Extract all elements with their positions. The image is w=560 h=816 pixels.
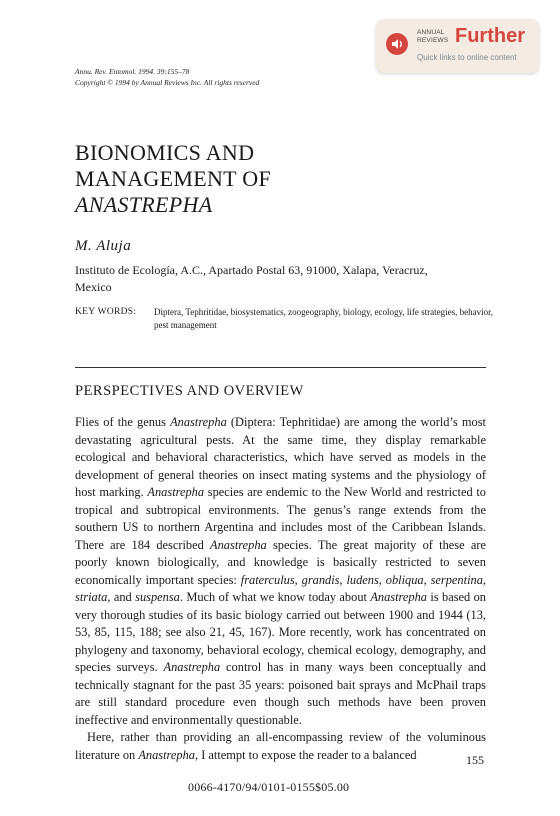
keywords-label: KEY WORDS: xyxy=(75,307,137,317)
further-label: Further xyxy=(455,25,525,47)
title-line-1: BIONOMICS AND xyxy=(75,140,255,165)
citation-copyright: Copyright © 1994 by Annual Reviews Inc. All rights reserved xyxy=(75,78,260,87)
citation xyxy=(75,66,259,88)
speaker-icon xyxy=(386,33,408,55)
section-divider xyxy=(75,367,486,368)
brand-line-2: REVIEWS xyxy=(417,36,449,44)
section-heading: PERSPECTIVES AND OVERVIEW xyxy=(75,383,304,399)
keywords-list: Diptera, Tephritidae, biosystematics, zoogeography, biology, ecology, life strategies, behavior, pest management xyxy=(154,307,493,330)
citation-journal: Annu. Rev. Entomol. 1994. 39:155–78 xyxy=(75,67,190,76)
title-line-3: ANASTREPHA xyxy=(75,192,213,217)
annual-reviews-logo-text xyxy=(417,29,457,44)
affiliation-line-1: Instituto de Ecología, A.C., Apartado Postal 63, 91000, Xalapa, Veracruz, xyxy=(75,263,428,277)
title-line-2: MANAGEMENT OF xyxy=(75,166,272,191)
article-body xyxy=(75,414,486,764)
annual-reviews-further-banner[interactable] xyxy=(376,19,539,73)
author-affiliation xyxy=(75,262,428,296)
affiliation-line-2: Mexico xyxy=(75,280,112,294)
article-title xyxy=(75,140,271,218)
author-name: M. Aluja xyxy=(75,238,132,254)
paragraph-1: Flies of the genus Anastrepha (Diptera: Tephritidae) are among the world’s most devastating agricultural pests. At the same time, they display remarkable ecological and behavioral characteristics, which have served as models in the development of general theories on insect mating systems and the physiology of host marking. Anastrepha species are endemic to the New World and restricted to tropical and subtropical environments. The genus’s range extends from the southern US to northern Argentina and includes most of the Caribbean Islands. There are 184 described Anastrepha species. The great majority of these are poorly known biologically, and knowledge is basically restricted to seven economically important species: fraterculus, grandis, ludens, obliqua, serpentina, striata, and suspensa. Much of what we know today about Anastrepha is based on very thorough studies of its basic biology carried out between 1900 and 1944 (13, 53, 85, 115, 188; see also 21, 45, 167). More recently, work has concentrated on phylogeny and taxonomy, behavioral ecology, chemical ecology, demography, and species surveys. Anastrepha control has in many ways been conceptually and technically stagnant for the past 35 years: poisoned bait sprays and McPhail traps are still standard procedure even though such methods have been proven ineffective and environmentally questionable. xyxy=(75,415,487,727)
quick-links-link[interactable]: Quick links to online content xyxy=(417,53,517,62)
brand-line-1: ANNUAL xyxy=(417,29,445,36)
paragraph-2: Here, rather than providing an all-encompassing review of the voluminous literature on Anastrepha, I attempt to expose the reader to a balanced xyxy=(75,730,486,762)
issn-code: 0066-4170/94/0101-0155$05.00 xyxy=(188,780,350,794)
page-number: 155 xyxy=(466,753,484,767)
